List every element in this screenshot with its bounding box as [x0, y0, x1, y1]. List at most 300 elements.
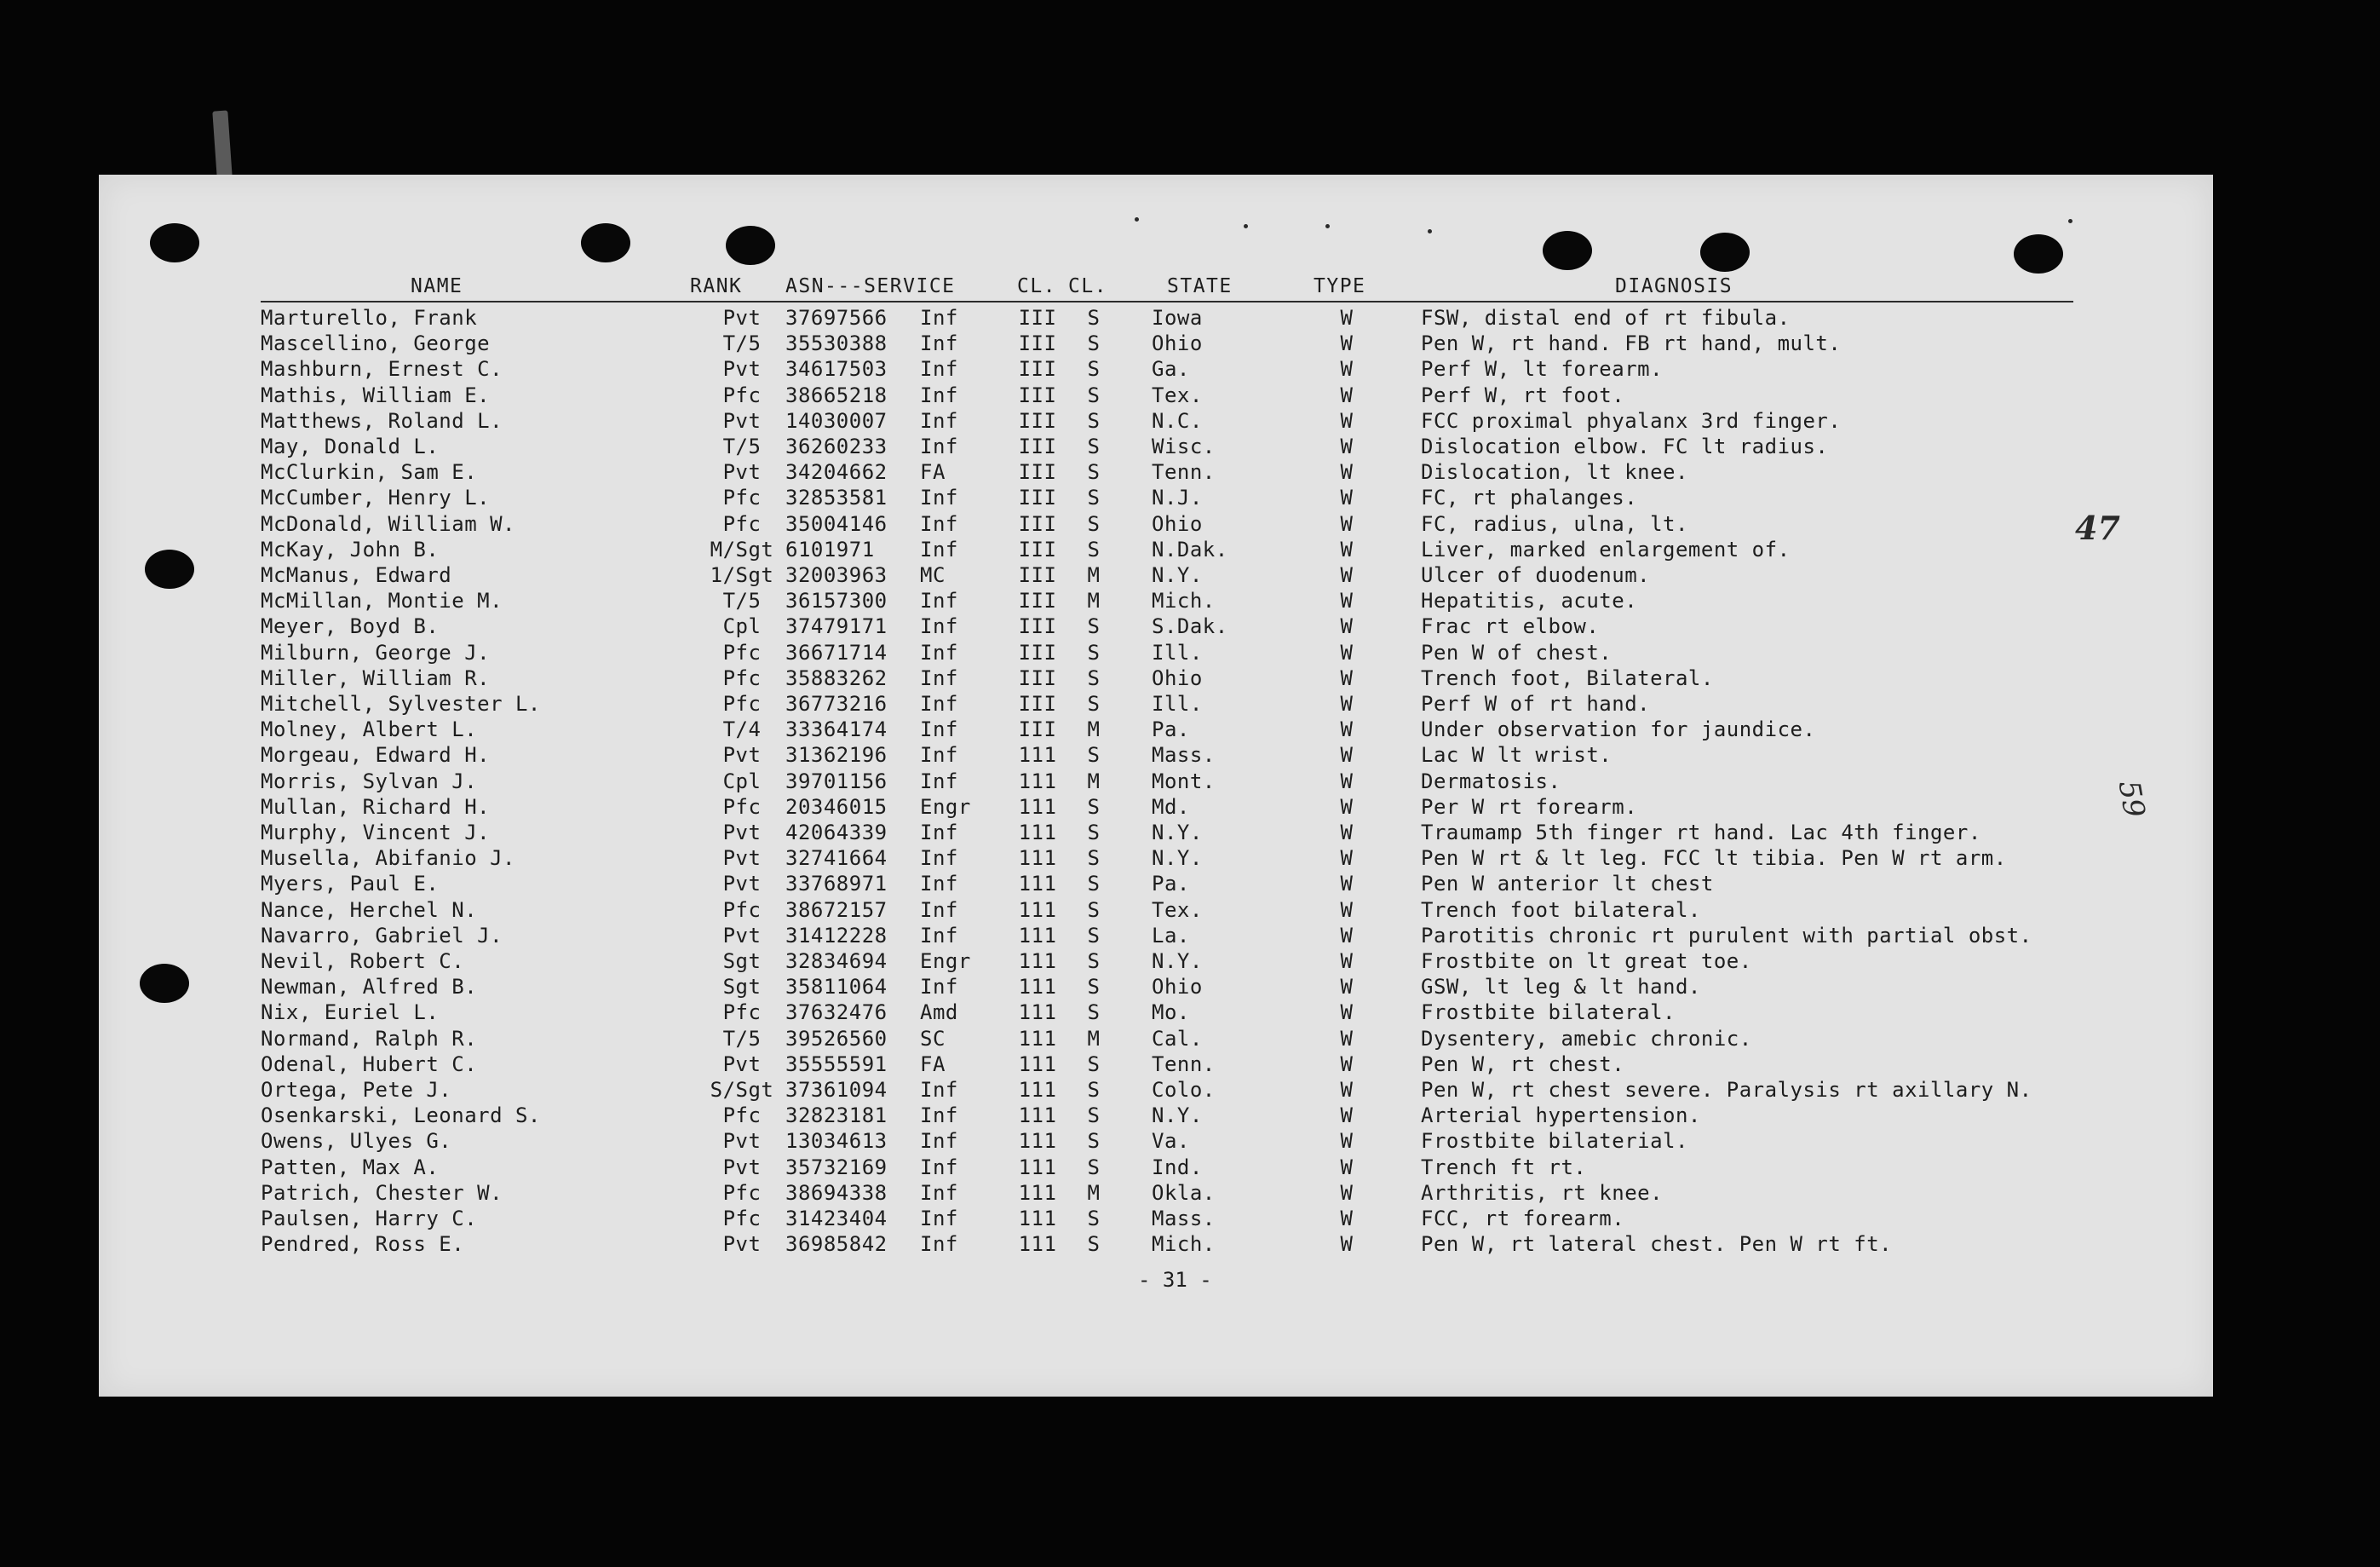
row-rank: Pfc — [722, 665, 762, 690]
row-service: Inf — [920, 1155, 958, 1179]
table-row — [99, 692, 2213, 717]
row-asn: 38672157 — [785, 897, 888, 922]
row-type: W — [1340, 1051, 1354, 1076]
row-name: Nevil, Robert C. — [261, 949, 465, 973]
row-class-2: S — [1087, 872, 1101, 896]
handwritten-margin-note: 59 — [2111, 778, 2152, 821]
row-type: W — [1340, 1155, 1354, 1179]
row-rank: Sgt — [722, 975, 762, 1000]
row-name: McCumber, Henry L. — [261, 486, 491, 510]
row-class: 111 — [1018, 949, 1057, 973]
row-rank: Pvt — [722, 1232, 762, 1257]
row-diagnosis: Parotitis chronic rt purulent with partial obst. — [1421, 923, 2032, 948]
row-asn: 32834694 — [785, 949, 888, 973]
row-diagnosis: Perf W, rt foot. — [1421, 383, 1625, 407]
row-class-2: S — [1087, 331, 1101, 356]
row-class-2: S — [1087, 692, 1101, 716]
row-rank: 1/Sgt — [710, 563, 774, 587]
row-type: W — [1340, 897, 1354, 922]
row-type: W — [1340, 872, 1354, 896]
row-state: Mo. — [1152, 1000, 1190, 1025]
row-diagnosis: Pen W, rt chest. — [1421, 1051, 1625, 1076]
row-state: Tex. — [1152, 897, 1203, 922]
row-class: 111 — [1018, 1232, 1057, 1257]
row-asn: 36157300 — [785, 589, 888, 614]
row-diagnosis: FCC proximal phyalanx 3rd finger. — [1421, 408, 1842, 433]
row-type: W — [1340, 537, 1354, 562]
row-class: 111 — [1018, 794, 1057, 819]
row-name: Molney, Albert L. — [261, 717, 478, 742]
row-rank: Pvt — [722, 1129, 762, 1154]
speck — [1244, 224, 1248, 228]
row-asn: 6101971 — [785, 537, 875, 562]
row-class-2: S — [1087, 846, 1101, 871]
row-service: Inf — [920, 537, 958, 562]
row-rank: Pvt — [722, 872, 762, 896]
row-asn: 34204662 — [785, 460, 888, 485]
row-rank: T/5 — [722, 1026, 762, 1051]
row-diagnosis: Liver, marked enlargement of. — [1421, 537, 1791, 562]
row-type: W — [1340, 821, 1354, 844]
row-type: W — [1340, 769, 1354, 793]
header-type: TYPE — [1314, 275, 1366, 297]
row-rank: Pfc — [722, 1000, 762, 1025]
row-asn: 13034613 — [785, 1129, 888, 1154]
row-state: Pa. — [1152, 717, 1190, 742]
row-asn: 31423404 — [785, 1207, 888, 1230]
row-rank: Pfc — [722, 794, 762, 819]
row-asn: 37697566 — [785, 306, 888, 330]
row-type: W — [1340, 1232, 1354, 1257]
row-diagnosis: Pen W of chest. — [1421, 640, 1613, 665]
row-diagnosis: Dislocation, lt knee. — [1421, 460, 1688, 485]
row-state: Cal. — [1152, 1026, 1203, 1051]
row-rank: Pvt — [722, 357, 762, 382]
row-service: Inf — [920, 743, 958, 768]
row-state: Ind. — [1152, 1155, 1203, 1179]
row-rank: Pvt — [722, 1051, 762, 1076]
row-rank: M/Sgt — [710, 537, 774, 562]
table-row — [99, 1078, 2213, 1103]
row-rank: T/4 — [722, 717, 762, 742]
row-asn: 33768971 — [785, 872, 888, 896]
table-row — [99, 486, 2213, 511]
film-tab-mark — [212, 110, 232, 177]
row-type: W — [1340, 949, 1354, 973]
row-class: III — [1018, 537, 1057, 562]
handwritten-page-mark: 47 — [2075, 509, 2120, 547]
row-diagnosis: Frac rt elbow. — [1421, 614, 1600, 639]
row-diagnosis: Pen W anterior lt chest — [1421, 872, 1714, 896]
row-class: III — [1018, 717, 1057, 742]
header-state: STATE — [1167, 275, 1233, 297]
table-row — [99, 1207, 2213, 1232]
row-service: FA — [920, 460, 946, 485]
row-asn: 36985842 — [785, 1232, 888, 1257]
table-row — [99, 435, 2213, 460]
row-rank: S/Sgt — [710, 1078, 774, 1102]
header-class-2: CL. — [1068, 275, 1108, 297]
row-diagnosis: Trench ft rt. — [1421, 1155, 1587, 1179]
row-rank: Cpl — [722, 614, 762, 639]
row-type: W — [1340, 1000, 1354, 1025]
row-diagnosis: Perf W, lt forearm. — [1421, 357, 1664, 382]
row-asn: 37361094 — [785, 1078, 888, 1102]
row-rank: Pvt — [722, 743, 762, 768]
row-class-2: S — [1087, 1207, 1101, 1230]
row-type: W — [1340, 975, 1354, 1000]
row-type: W — [1340, 357, 1354, 382]
row-asn: 42064339 — [785, 821, 888, 844]
row-asn: 35883262 — [785, 665, 888, 690]
row-class: 111 — [1018, 1207, 1057, 1230]
row-asn: 38665218 — [785, 383, 888, 407]
row-type: W — [1340, 589, 1354, 614]
row-type: W — [1340, 665, 1354, 690]
roster-page — [99, 175, 2213, 1397]
table-row — [99, 924, 2213, 949]
row-name: Mullan, Richard H. — [261, 794, 491, 819]
row-name: Myers, Paul E. — [261, 872, 440, 896]
row-state: Iowa — [1152, 306, 1203, 330]
row-diagnosis: Trench foot bilateral. — [1421, 897, 1701, 922]
row-type: W — [1340, 743, 1354, 768]
row-type: W — [1340, 1207, 1354, 1230]
row-state: N.C. — [1152, 408, 1203, 433]
table-row — [99, 975, 2213, 1000]
row-diagnosis: FC, radius, ulna, lt. — [1421, 511, 1688, 536]
row-name: Newman, Alfred B. — [261, 975, 478, 1000]
row-service: Inf — [920, 589, 958, 614]
row-rank: Pvt — [722, 846, 762, 871]
table-row — [99, 949, 2213, 975]
row-state: N.Y. — [1152, 1103, 1203, 1128]
row-rank: Pvt — [722, 1155, 762, 1179]
row-class: 111 — [1018, 846, 1057, 871]
row-state: Mass. — [1152, 1207, 1216, 1230]
row-name: Morris, Sylvan J. — [261, 769, 478, 793]
row-class-2: S — [1087, 975, 1101, 1000]
row-asn: 37632476 — [785, 1000, 888, 1025]
table-row — [99, 1129, 2213, 1155]
column-header-row — [99, 275, 2213, 302]
row-name: Mitchell, Sylvester L. — [261, 692, 541, 716]
row-state: Mass. — [1152, 743, 1216, 768]
row-state: S.Dak. — [1152, 614, 1228, 639]
row-rank: Pfc — [722, 511, 762, 536]
row-class-2: M — [1087, 563, 1101, 587]
punch-hole — [581, 223, 630, 262]
row-state: Pa. — [1152, 872, 1190, 896]
table-row — [99, 795, 2213, 821]
row-name: McDonald, William W. — [261, 511, 515, 536]
row-diagnosis: Trench foot, Bilateral. — [1421, 665, 1714, 690]
row-rank: T/5 — [722, 435, 762, 458]
row-service: Inf — [920, 331, 958, 356]
row-class: III — [1018, 589, 1057, 614]
row-diagnosis: Frostbite bilateral. — [1421, 1000, 1676, 1025]
row-state: N.Y. — [1152, 846, 1203, 871]
row-type: W — [1340, 383, 1354, 407]
row-class: 111 — [1018, 743, 1057, 768]
row-name: Matthews, Roland L. — [261, 408, 503, 433]
punch-hole — [1543, 231, 1592, 270]
row-name: Meyer, Boyd B. — [261, 614, 440, 639]
row-service: Inf — [920, 306, 958, 330]
row-name: May, Donald L. — [261, 435, 440, 458]
row-service: Inf — [920, 1103, 958, 1128]
row-name: Morgeau, Edward H. — [261, 743, 491, 768]
row-state: La. — [1152, 923, 1190, 948]
row-state: Colo. — [1152, 1078, 1216, 1102]
row-rank: Pvt — [722, 408, 762, 433]
row-asn: 32853581 — [785, 486, 888, 510]
row-service: Inf — [920, 1207, 958, 1230]
row-service: Inf — [920, 1180, 958, 1205]
row-name: Murphy, Vincent J. — [261, 821, 491, 844]
row-name: Mascellino, George — [261, 331, 491, 356]
punch-hole — [726, 226, 775, 265]
row-service: Inf — [920, 665, 958, 690]
row-rank: T/5 — [722, 331, 762, 356]
row-class: III — [1018, 435, 1057, 458]
row-service: Engr — [920, 949, 971, 973]
row-service: Engr — [920, 794, 971, 819]
row-diagnosis: Dermatosis. — [1421, 769, 1561, 793]
row-asn: 36671714 — [785, 640, 888, 665]
punch-hole — [1700, 233, 1750, 272]
row-rank: Cpl — [722, 769, 762, 793]
row-name: Ortega, Pete J. — [261, 1078, 452, 1102]
row-class-2: S — [1087, 1078, 1101, 1102]
table-row — [99, 614, 2213, 640]
row-state: N.Y. — [1152, 821, 1203, 844]
row-class: 111 — [1018, 821, 1057, 844]
row-class-2: M — [1087, 1026, 1101, 1051]
row-diagnosis: Dislocation elbow. FC lt radius. — [1421, 435, 1829, 458]
row-type: W — [1340, 331, 1354, 356]
row-diagnosis: Frostbite bilaterial. — [1421, 1129, 1688, 1154]
row-class-2: S — [1087, 923, 1101, 948]
row-type: W — [1340, 717, 1354, 742]
row-diagnosis: FCC, rt forearm. — [1421, 1207, 1625, 1230]
row-class-2: S — [1087, 794, 1101, 819]
row-state: Ohio — [1152, 331, 1203, 356]
table-row — [99, 1000, 2213, 1026]
row-name: McClurkin, Sam E. — [261, 460, 478, 485]
table-row — [99, 821, 2213, 846]
row-type: W — [1340, 846, 1354, 871]
table-row — [99, 717, 2213, 743]
row-class-2: S — [1087, 1000, 1101, 1025]
row-diagnosis: FSW, distal end of rt fibula. — [1421, 306, 1791, 330]
row-class-2: S — [1087, 435, 1101, 458]
table-row — [99, 306, 2213, 331]
row-class-2: S — [1087, 537, 1101, 562]
table-row — [99, 1181, 2213, 1207]
row-class: III — [1018, 331, 1057, 356]
row-class-2: S — [1087, 640, 1101, 665]
table-row — [99, 589, 2213, 614]
speck — [2068, 219, 2072, 223]
row-rank: Pfc — [722, 897, 762, 922]
row-type: W — [1340, 486, 1354, 510]
row-service: Amd — [920, 1000, 958, 1025]
table-row — [99, 769, 2213, 795]
row-asn: 20346015 — [785, 794, 888, 819]
row-service: Inf — [920, 1129, 958, 1154]
row-type: W — [1340, 1129, 1354, 1154]
row-asn: 14030007 — [785, 408, 888, 433]
row-service: Inf — [920, 821, 958, 844]
row-class: III — [1018, 665, 1057, 690]
table-row — [99, 512, 2213, 538]
row-type: W — [1340, 614, 1354, 639]
table-row — [99, 898, 2213, 924]
row-diagnosis: Frostbite on lt great toe. — [1421, 949, 1752, 973]
row-class: 111 — [1018, 1103, 1057, 1128]
row-service: Inf — [920, 717, 958, 742]
row-name: Nance, Herchel N. — [261, 897, 478, 922]
row-class: 111 — [1018, 872, 1057, 896]
row-diagnosis: Pen W, rt hand. FB rt hand, mult. — [1421, 331, 1842, 356]
row-type: W — [1340, 460, 1354, 485]
row-state: Ohio — [1152, 665, 1203, 690]
header-rule — [261, 301, 2073, 302]
row-rank: Pfc — [722, 692, 762, 716]
header-name: NAME — [411, 275, 463, 297]
row-class: 111 — [1018, 1078, 1057, 1102]
row-class: III — [1018, 563, 1057, 587]
row-rank: Pfc — [722, 383, 762, 407]
header-diagnosis: DIAGNOSIS — [1615, 275, 1733, 297]
row-rank: Pvt — [722, 460, 762, 485]
row-type: W — [1340, 794, 1354, 819]
row-service: Inf — [920, 872, 958, 896]
row-class: 111 — [1018, 1180, 1057, 1205]
row-type: W — [1340, 563, 1354, 587]
row-service: Inf — [920, 357, 958, 382]
row-type: W — [1340, 692, 1354, 716]
row-class-2: S — [1087, 357, 1101, 382]
row-diagnosis: Perf W of rt hand. — [1421, 692, 1651, 716]
row-state: N.Dak. — [1152, 537, 1228, 562]
table-row — [99, 1052, 2213, 1078]
row-type: W — [1340, 1180, 1354, 1205]
row-rank: Pfc — [722, 486, 762, 510]
row-name: Owens, Ulyes G. — [261, 1129, 452, 1154]
row-asn: 37479171 — [785, 614, 888, 639]
table-row — [99, 666, 2213, 692]
row-name: Mathis, William E. — [261, 383, 491, 407]
punch-hole — [150, 223, 199, 262]
row-state: Ga. — [1152, 357, 1190, 382]
row-class-2: S — [1087, 821, 1101, 844]
row-class: 111 — [1018, 769, 1057, 793]
row-service: Inf — [920, 511, 958, 536]
row-class: 111 — [1018, 1129, 1057, 1154]
row-class-2: S — [1087, 1103, 1101, 1128]
row-diagnosis: Hepatitis, acute. — [1421, 589, 1638, 614]
row-class: III — [1018, 511, 1057, 536]
row-asn: 35811064 — [785, 975, 888, 1000]
row-state: Mich. — [1152, 1232, 1216, 1257]
speck — [1325, 224, 1330, 228]
row-asn: 31362196 — [785, 743, 888, 768]
row-service: Inf — [920, 640, 958, 665]
row-name: Mashburn, Ernest C. — [261, 357, 503, 382]
row-class-2: S — [1087, 306, 1101, 330]
row-class: 111 — [1018, 897, 1057, 922]
row-type: W — [1340, 923, 1354, 948]
row-class: III — [1018, 408, 1057, 433]
row-diagnosis: Pen W, rt chest severe. Paralysis rt axillary N. — [1421, 1078, 2032, 1102]
row-rank: Pvt — [722, 306, 762, 330]
row-class-2: M — [1087, 1180, 1101, 1205]
row-class: 111 — [1018, 1051, 1057, 1076]
header-rank: RANK — [690, 275, 743, 297]
punch-hole — [2014, 234, 2063, 274]
row-class-2: S — [1087, 949, 1101, 973]
row-class-2: S — [1087, 511, 1101, 536]
row-asn: 32741664 — [785, 846, 888, 871]
row-diagnosis: Traumamp 5th finger rt hand. Lac 4th finger. — [1421, 821, 1981, 844]
row-asn: 36773216 — [785, 692, 888, 716]
row-service: Inf — [920, 897, 958, 922]
row-class-2: S — [1087, 486, 1101, 510]
row-state: Mich. — [1152, 589, 1216, 614]
row-name: Miller, William R. — [261, 665, 491, 690]
row-type: W — [1340, 435, 1354, 458]
row-name: Osenkarski, Leonard S. — [261, 1103, 541, 1128]
row-rank: Pvt — [722, 923, 762, 948]
table-row — [99, 872, 2213, 897]
row-rank: Pvt — [722, 821, 762, 844]
row-state: Va. — [1152, 1129, 1190, 1154]
row-name: McKay, John B. — [261, 537, 440, 562]
row-diagnosis: Under observation for jaundice. — [1421, 717, 1816, 742]
row-name: Paulsen, Harry C. — [261, 1207, 478, 1230]
row-class-2: S — [1087, 1232, 1101, 1257]
row-type: W — [1340, 1026, 1354, 1051]
row-class: III — [1018, 306, 1057, 330]
row-state: Md. — [1152, 794, 1190, 819]
row-asn: 35530388 — [785, 331, 888, 356]
row-service: SC — [920, 1026, 946, 1051]
row-class-2: S — [1087, 408, 1101, 433]
row-asn: 39701156 — [785, 769, 888, 793]
row-class-2: S — [1087, 614, 1101, 639]
row-state: Okla. — [1152, 1180, 1216, 1205]
table-row — [99, 1232, 2213, 1258]
row-name: Musella, Abifanio J. — [261, 846, 515, 871]
row-state: Ohio — [1152, 975, 1203, 1000]
row-state: Mont. — [1152, 769, 1216, 793]
row-class-2: S — [1087, 897, 1101, 922]
row-name: Normand, Ralph R. — [261, 1026, 478, 1051]
table-row — [99, 563, 2213, 589]
row-rank: Pfc — [722, 1180, 762, 1205]
row-diagnosis: FC, rt phalanges. — [1421, 486, 1638, 510]
table-row — [99, 331, 2213, 357]
row-class: III — [1018, 692, 1057, 716]
row-class-2: S — [1087, 1051, 1101, 1076]
row-service: Inf — [920, 923, 958, 948]
row-class: 111 — [1018, 1026, 1057, 1051]
table-row — [99, 383, 2213, 409]
row-diagnosis: GSW, lt leg & lt hand. — [1421, 975, 1701, 1000]
row-rank: Sgt — [722, 949, 762, 973]
